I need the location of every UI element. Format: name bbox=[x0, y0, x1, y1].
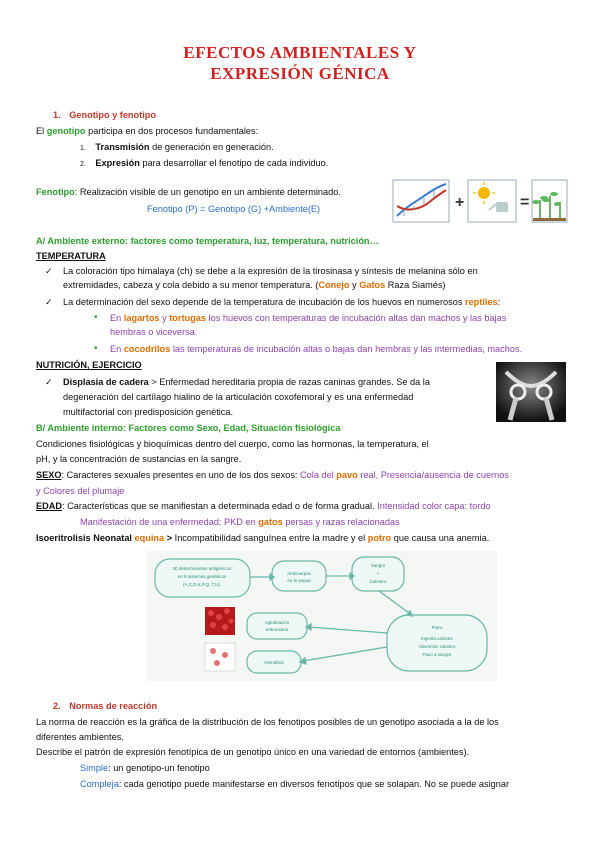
title-line-2: EXPRESIÓN GÉNICA bbox=[210, 64, 390, 83]
section-2-title: Normas de reacción bbox=[69, 701, 158, 711]
edad-line bbox=[36, 500, 491, 512]
isoerythrolysis-line bbox=[36, 532, 489, 544]
check-icon: ✓ bbox=[45, 377, 53, 387]
sub-bullet-text: En bbox=[110, 313, 124, 323]
bullet-text: : bbox=[497, 297, 501, 307]
sub-bullet-text: las temperaturas de incubación altas o bajas dan hembras y las intermedias, machos. bbox=[170, 344, 523, 354]
fenotipo-label: Fenotipo bbox=[36, 187, 75, 197]
sexo-text: : Caracteres sexuales presentes en uno de los dos sexos: bbox=[61, 470, 301, 480]
blood-cells-image bbox=[205, 607, 235, 635]
page-title bbox=[0, 42, 600, 84]
section-1-number: 1. bbox=[53, 110, 61, 120]
box5-line-2: Ingesta calostro bbox=[421, 636, 453, 641]
sub-bullet-text: En bbox=[110, 344, 124, 354]
list-item-bold: Transmisión bbox=[95, 142, 150, 152]
conejo-word: Conejo bbox=[318, 280, 350, 290]
edad-text: : Características que se manifiestan a determinada edad o de forma gradual. bbox=[62, 501, 378, 511]
phenotype-formula: Fenotipo (P) = Genotipo (G) +Ambiente(E) bbox=[147, 204, 321, 214]
box4-line-2: eritrocitaria bbox=[265, 627, 289, 632]
bullet-dot-icon: • bbox=[94, 312, 98, 323]
sub-bullet-text: y bbox=[159, 313, 170, 323]
sub-bullet-lagartos bbox=[110, 312, 562, 324]
edad-label: EDAD bbox=[36, 501, 63, 511]
nutrition-heading: NUTRICIÓN, EJERCICIO bbox=[36, 360, 142, 370]
isoerythrolysis-text: Incompatibilidad sanguínea entre la madre y el bbox=[174, 533, 368, 543]
sexo-example: Cola del bbox=[300, 470, 337, 480]
isoerythrolysis-diagram bbox=[147, 551, 497, 681]
s2-line-2: diferentes ambientes. bbox=[36, 732, 124, 742]
edad-line-2 bbox=[80, 516, 400, 528]
svg-text:=: = bbox=[520, 194, 530, 211]
list-item-text: para desarrollar el fenotipo de cada individuo. bbox=[139, 158, 329, 168]
list-item-number: 2. bbox=[80, 161, 86, 168]
fenotipo-definition bbox=[36, 186, 341, 198]
sub-bullet-cocodrilos bbox=[110, 343, 522, 355]
box3-line-3: Calostro bbox=[369, 579, 387, 584]
box1-line-3: (A,C,D,K,P,Q, T,U). bbox=[182, 582, 222, 587]
box5-line-1: Potro bbox=[431, 625, 443, 630]
bullet-sex-determination bbox=[63, 296, 500, 308]
sexo-label: SEXO bbox=[36, 470, 62, 480]
sexo-line bbox=[36, 469, 509, 481]
dysplasia-label: Displasia de cadera bbox=[63, 377, 149, 387]
gatos-word: Gatos bbox=[359, 280, 386, 290]
tortugas-word: tortugas bbox=[169, 313, 206, 323]
lagartos-word: lagartos bbox=[123, 313, 160, 323]
box3-line-2: + bbox=[376, 571, 380, 576]
hip-xray-image bbox=[496, 362, 566, 422]
box2-line-1: Anticuerpos bbox=[287, 571, 311, 576]
intro-text-b: participa en dos procesos fundamentales: bbox=[85, 126, 259, 136]
section-2-number: 2. bbox=[53, 701, 61, 711]
section-1-heading bbox=[53, 109, 156, 121]
box2-line-2: en la yegua bbox=[287, 578, 311, 583]
box5-line-4: Paso a sangre bbox=[422, 652, 452, 657]
compleja-text: : cada genotipo puede manifestarse en diversos fenotipos que se solapan. No se puede asignar bbox=[118, 779, 510, 789]
fenotipo-text: : Realización visible de un genotipo en un ambiente determinado. bbox=[74, 187, 341, 197]
sub-bullet-text: los huevos con temperaturas de incubación altas dan machos y las bajas bbox=[206, 313, 507, 323]
simple-line bbox=[80, 762, 210, 774]
bullet-text: La determinación del sexo depende de la temperatura de incubación de los huevos en numerosos bbox=[63, 297, 465, 307]
isoerythrolysis-label: Isoeritrolisis Neonatal bbox=[36, 533, 135, 543]
dna-environment-illustration bbox=[392, 176, 568, 226]
box6-line-1: Hemólisis bbox=[264, 660, 284, 665]
box1-line-2: en 8 sistemas genéticos bbox=[177, 574, 227, 579]
s2-line-1: La norma de reacción es la gráfica de la distribución de los fenotipos posibles de un genotipo asociada a la de los bbox=[36, 717, 499, 727]
internal-text-line-1: Condiciones fisiológicas y bioquímicas dentro del cuerpo, como las hormonas, la temperatura, el bbox=[36, 439, 429, 449]
internal-environment-heading: B/ Ambiente interno: Factores como Sexo, Edad, Situación fisiológica bbox=[36, 423, 341, 433]
box3-line-1: Sangre bbox=[370, 563, 386, 568]
edad-example: Manifestación de una enfermedad: PKD en bbox=[80, 517, 259, 527]
bullet-dysplasia bbox=[63, 376, 430, 388]
svg-text:+: + bbox=[455, 194, 465, 211]
equina-word: equina bbox=[134, 533, 165, 543]
simple-text: : un genotipo-un fenotipo bbox=[108, 763, 210, 773]
isoerythrolysis-text: que causa una anemia. bbox=[391, 533, 490, 543]
s2-line-3: Describe el patrón de expresión fenotípica de un genotipo único en una variedad de entornos (ambientes). bbox=[36, 747, 470, 757]
compleja-label: Compleja bbox=[80, 779, 119, 789]
bullet-dot-icon: • bbox=[94, 343, 98, 354]
box1-line-1: 30 determinantes antigénicos bbox=[172, 566, 232, 571]
hemolysis-image bbox=[205, 643, 235, 671]
genotipo-intro bbox=[36, 125, 258, 137]
gatos-word: gatos bbox=[258, 517, 283, 527]
bullet-text: extremidades, cabeza y cola debido a su menor temperatura. ( bbox=[63, 280, 319, 290]
check-icon: ✓ bbox=[45, 297, 53, 307]
external-environment-heading: A/ Ambiente externo: factores como temperatura, luz, temperatura, nutrición… bbox=[36, 236, 379, 246]
edad-example: persas y razas relacionadas bbox=[282, 517, 400, 527]
section-2-heading bbox=[53, 700, 157, 712]
intro-text-a: El bbox=[36, 126, 47, 136]
list-item-number: 1. bbox=[80, 145, 86, 152]
pavo-word: pavo bbox=[336, 470, 358, 480]
list-item-bold: Expresión bbox=[95, 158, 140, 168]
check-icon: ✓ bbox=[45, 266, 53, 276]
bullet-dysplasia-line-3: multifactorial con predisposición genética. bbox=[63, 407, 234, 417]
list-item bbox=[80, 157, 328, 169]
simple-label: Simple bbox=[80, 763, 109, 773]
sub-bullet-lagartos-line-2: hembras o viceversa. bbox=[110, 327, 198, 337]
box4-line-1: Aglutinación bbox=[264, 620, 290, 625]
bullet-text: y bbox=[349, 280, 360, 290]
potro-word: potro bbox=[367, 533, 392, 543]
title-line-1: EFECTOS AMBIENTALES Y bbox=[183, 43, 417, 62]
list-item bbox=[80, 141, 274, 153]
sexo-line-2: y Colores del plumaje bbox=[36, 486, 125, 496]
bullet-himalaya-line-2 bbox=[63, 279, 445, 291]
compleja-line bbox=[80, 778, 509, 790]
section-1-title: Genotipo y fenotipo bbox=[69, 110, 156, 120]
cocodrilos-word: cocodrilos bbox=[123, 344, 171, 354]
bullet-himalaya bbox=[63, 265, 563, 277]
temperature-heading: TEMPERATURA bbox=[36, 251, 106, 261]
internal-text-line-2: pH, y la concentración de sustancias en la sangre. bbox=[36, 454, 242, 464]
arrow-symbol: > bbox=[164, 533, 175, 543]
bullet-dysplasia-line-2: degeneración del cartílago hialino de la articulación coxofemoral y es una enfermedad bbox=[63, 392, 414, 402]
sexo-example: real, Presencia/ausencia de cuernos bbox=[357, 470, 509, 480]
box5-line-3: Absorción calostro bbox=[418, 644, 456, 649]
bullet-text: La coloración tipo himalaya (ch) se debe a la expresión de la tirosinasa y síntesis de melanina sólo en bbox=[63, 266, 478, 276]
bullet-text: Raza Siamés) bbox=[385, 280, 446, 290]
bullet-text: > Enfermedad hereditaria propia de razas caninas grandes. Se da la bbox=[148, 377, 430, 387]
list-item-text: de generación en generación. bbox=[149, 142, 274, 152]
edad-example: Intensidad color capa: tordo bbox=[377, 501, 491, 511]
genotipo-word: genotipo bbox=[46, 126, 86, 136]
reptiles-word: reptiles bbox=[464, 297, 498, 307]
